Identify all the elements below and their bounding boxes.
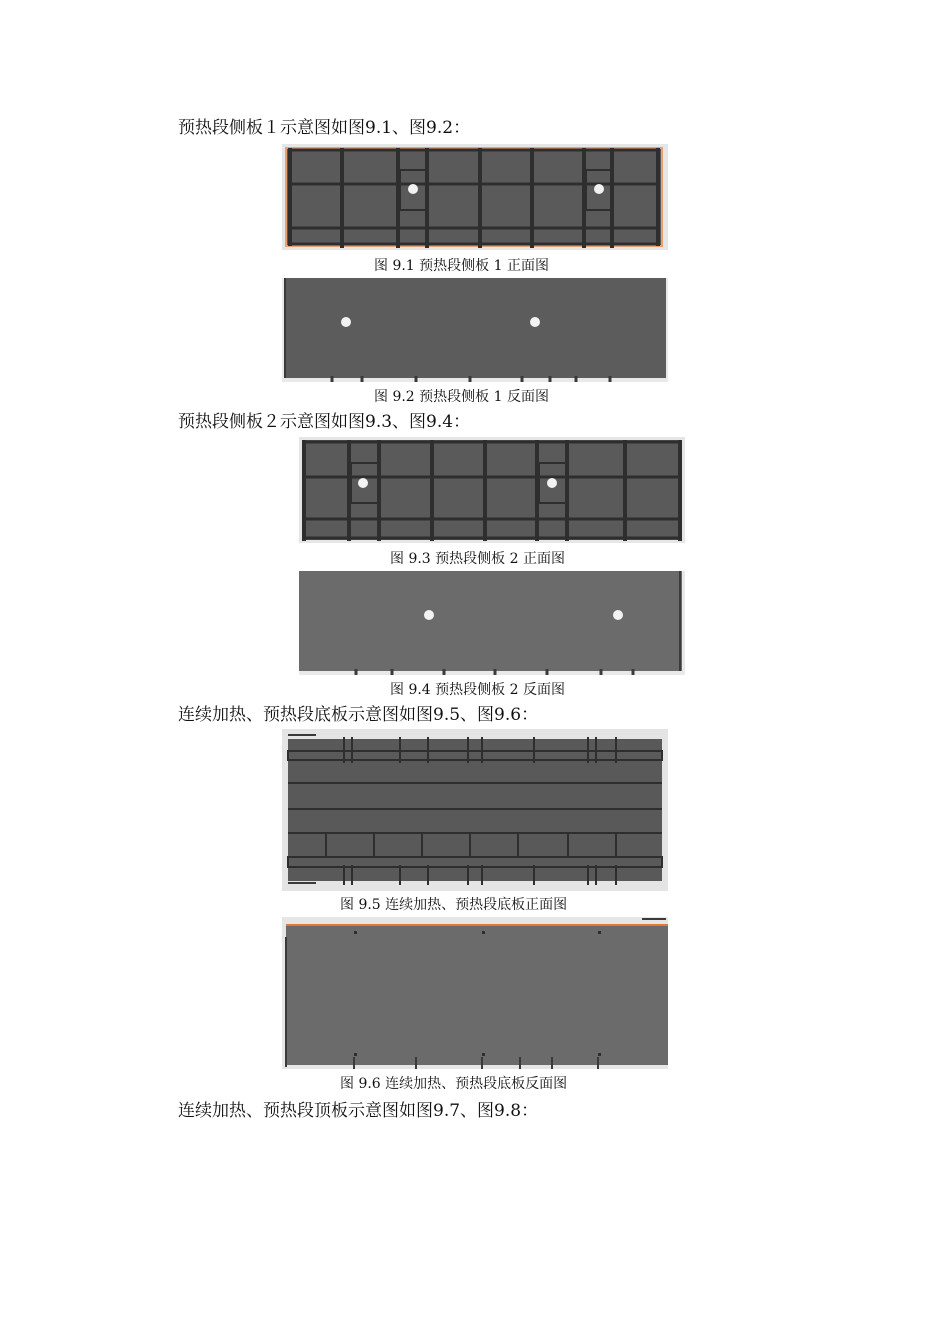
figure-9-6-caption: 图 9.6 连续加热、预热段底板反面图 [340, 1076, 568, 1092]
figure-9-3-caption: 图 9.3 预热段侧板 2 正面图 [390, 551, 565, 567]
paragraph-bottom-plate-intro: 连续加热、预热段底板示意图如图9.5、图9.6： [178, 705, 539, 725]
figure-9-1-caption: 图 9.1 预热段侧板 1 正面图 [374, 258, 549, 274]
figure-9-5-image [282, 729, 668, 891]
figure-9-6-image [282, 917, 668, 1069]
paragraph-side-panel-2-intro: 预热段侧板２示意图如图9.3、图9.4： [178, 412, 471, 432]
paragraph-side-panel-1-intro: 预热段侧板１示意图如图9.1、图9.2： [178, 118, 471, 138]
paragraph-top-plate-intro: 连续加热、预热段顶板示意图如图9.7、图9.8： [178, 1101, 539, 1121]
figure-9-3-image [299, 437, 685, 543]
figure-9-4-caption: 图 9.4 预热段侧板 2 反面图 [390, 682, 565, 698]
figure-9-1-image [282, 144, 668, 250]
figure-9-5-caption: 图 9.5 连续加热、预热段底板正面图 [340, 897, 568, 913]
figure-9-4-image [299, 571, 685, 675]
figure-9-2-image [282, 278, 668, 382]
figure-9-2-caption: 图 9.2 预热段侧板 1 反面图 [374, 389, 549, 405]
